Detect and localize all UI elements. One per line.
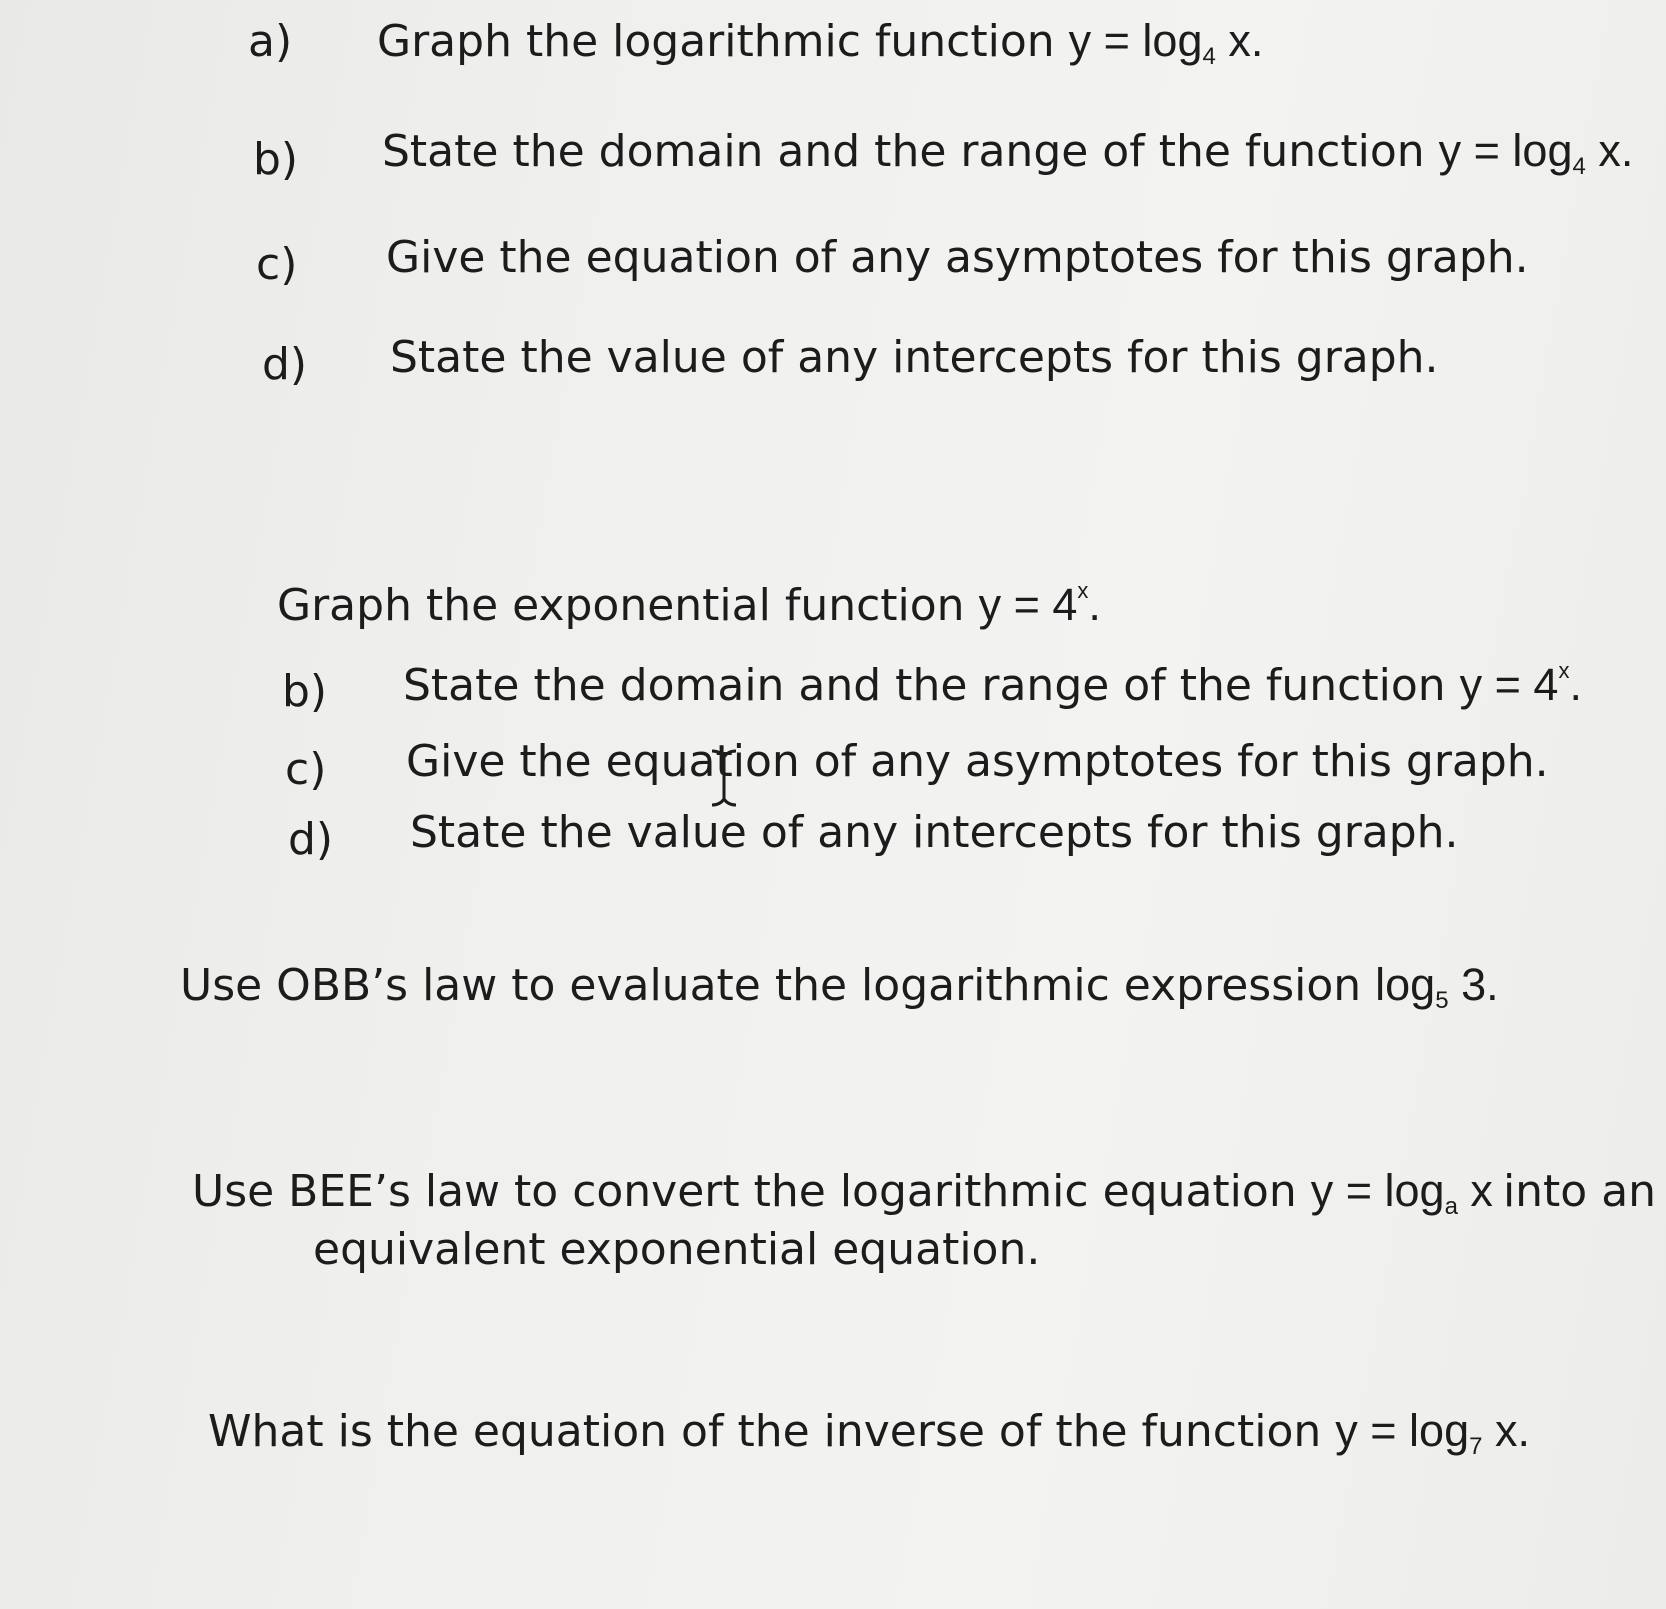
math-expression: $\log_5 3$.	[1375, 959, 1499, 1014]
question-text-line2: equivalent exponential equation.	[313, 1224, 1041, 1275]
question-text-main: Graph the logarithmic function	[377, 16, 1055, 67]
question-obb	[180, 959, 1499, 1014]
question-text	[192, 1165, 1657, 1220]
item-label: d)	[288, 814, 334, 865]
math-expression: $y = 4^x$.	[1459, 658, 1582, 710]
question-text-main: State the domain and the range of the function	[403, 660, 1446, 711]
question-text: Give the equation of any asymptotes for this graph.	[406, 736, 1549, 787]
question-text-main: What is the equation of the inverse of the function	[208, 1406, 1322, 1457]
heading-text: Graph the exponential function	[277, 580, 965, 631]
math-expression: $y = \log_7 x$.	[1335, 1405, 1530, 1460]
item-label: d)	[262, 339, 308, 390]
item-label: c)	[285, 744, 327, 795]
question-text-tail: into an	[1502, 1166, 1657, 1217]
question-text: Give the equation of any asymptotes for this graph.	[386, 232, 1529, 283]
question-inverse	[208, 1405, 1530, 1460]
item-label: a)	[248, 16, 293, 67]
question-text: State the value of any intercepts for this graph.	[410, 807, 1459, 858]
section-heading	[277, 578, 1101, 631]
item-label: c)	[256, 239, 298, 290]
text-cursor-icon	[710, 748, 738, 808]
question-text-main: Use BEE’s law to convert the logarithmic equation	[192, 1166, 1297, 1217]
question-text-main: State the domain and the range of the function	[382, 126, 1425, 177]
question-text: State the value of any intercepts for this graph.	[390, 332, 1439, 383]
math-expression: $y = \log_a x$	[1310, 1165, 1493, 1220]
math-expression: $y = 4^x$.	[978, 578, 1101, 630]
math-expression: $y = \log_4 x$.	[1068, 15, 1264, 70]
question-text-main: Use OBB’s law to evaluate the logarithmic expression	[180, 960, 1362, 1011]
item-label: b)	[282, 666, 328, 717]
question-text	[382, 125, 1634, 180]
math-expression: $y = \log_4 x$.	[1438, 125, 1634, 180]
item-label: b)	[253, 134, 299, 185]
question-text	[403, 658, 1582, 711]
question-text	[377, 15, 1264, 70]
